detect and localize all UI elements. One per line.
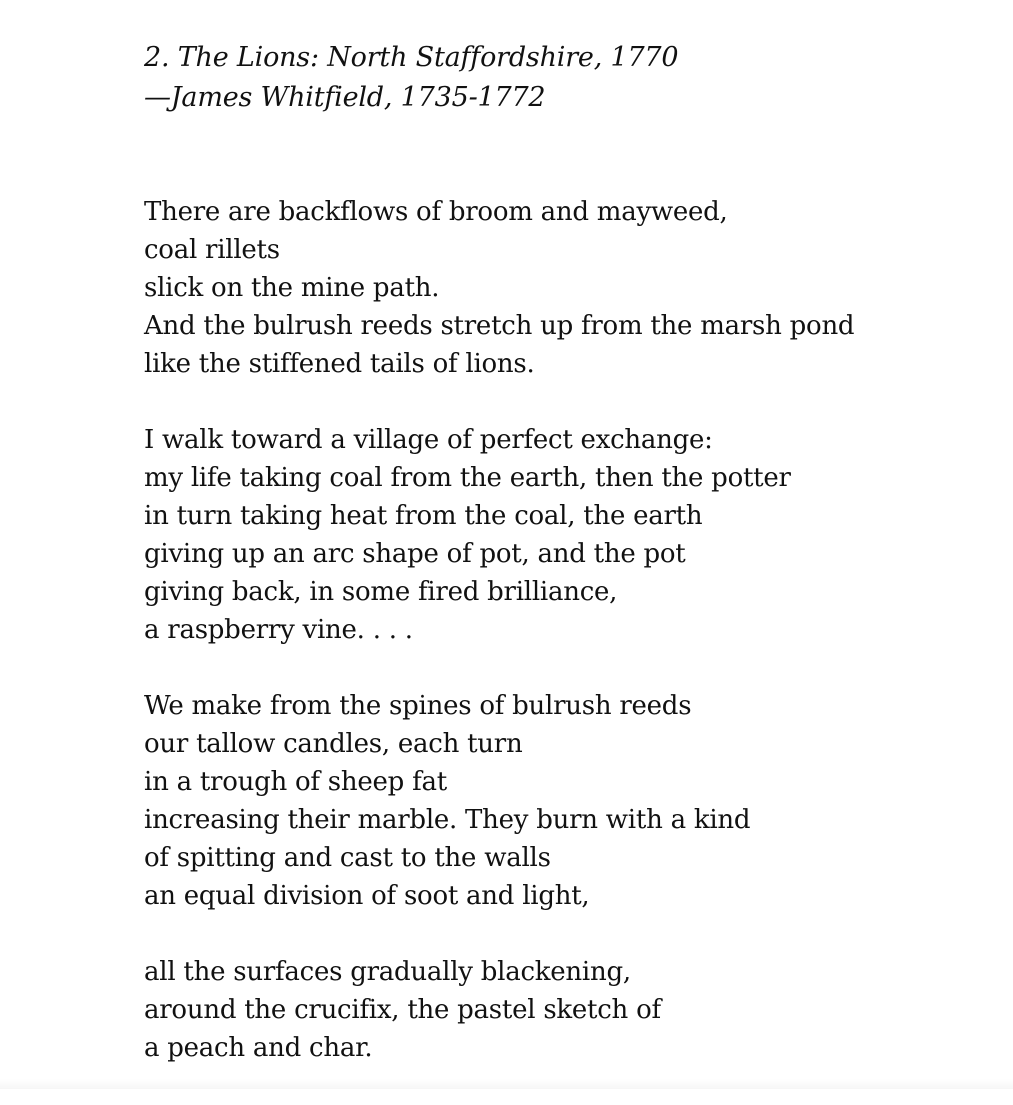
stanza-4 [144,953,904,1067]
poem-line: of spitting and cast to the walls [144,843,551,873]
poem-line: a peach and char. [144,1033,373,1063]
poem-line: coal rillets [144,235,280,265]
poem-body [144,193,904,1105]
poem-line: in turn taking heat from the coal, the earth [144,501,703,531]
poem-line: all the surfaces gradually blackening, [144,957,631,987]
poem-line: a raspberry vine. . . . [144,615,413,645]
poem-line: my life taking coal from the earth, then the potter [144,463,791,493]
poem-line: around the crucifix, the pastel sketch of [144,995,661,1025]
poem-line: increasing their marble. They burn with a kind [144,805,751,835]
poem-title: 2. The Lions: North Staffordshire, 1770 [144,42,679,73]
poem-line: an equal division of soot and light, [144,881,590,911]
stanza-1 [144,193,904,383]
poem-line: giving up an arc shape of pot, and the pot [144,539,686,569]
poem-line: like the stiffened tails of lions. [144,349,535,379]
poem-line: slick on the mine path. [144,273,440,303]
poem-line: I walk toward a village of perfect exchange: [144,425,713,455]
stanza-3 [144,687,904,915]
poem-header [144,38,904,118]
poem-line: in a trough of sheep fat [144,767,447,797]
poem-line: There are backflows of broom and mayweed, [144,197,728,227]
bottom-edge-shadow [0,1079,1013,1089]
poem-line: giving back, in some fired brilliance, [144,577,618,607]
poem-line: We make from the spines of bulrush reeds [144,691,692,721]
stanza-2 [144,421,904,649]
poem-line: And the bulrush reeds stretch up from the marsh pond [144,311,855,341]
poem-line: our tallow candles, each turn [144,729,523,759]
poem-attribution: —James Whitfield, 1735-1772 [144,82,546,113]
